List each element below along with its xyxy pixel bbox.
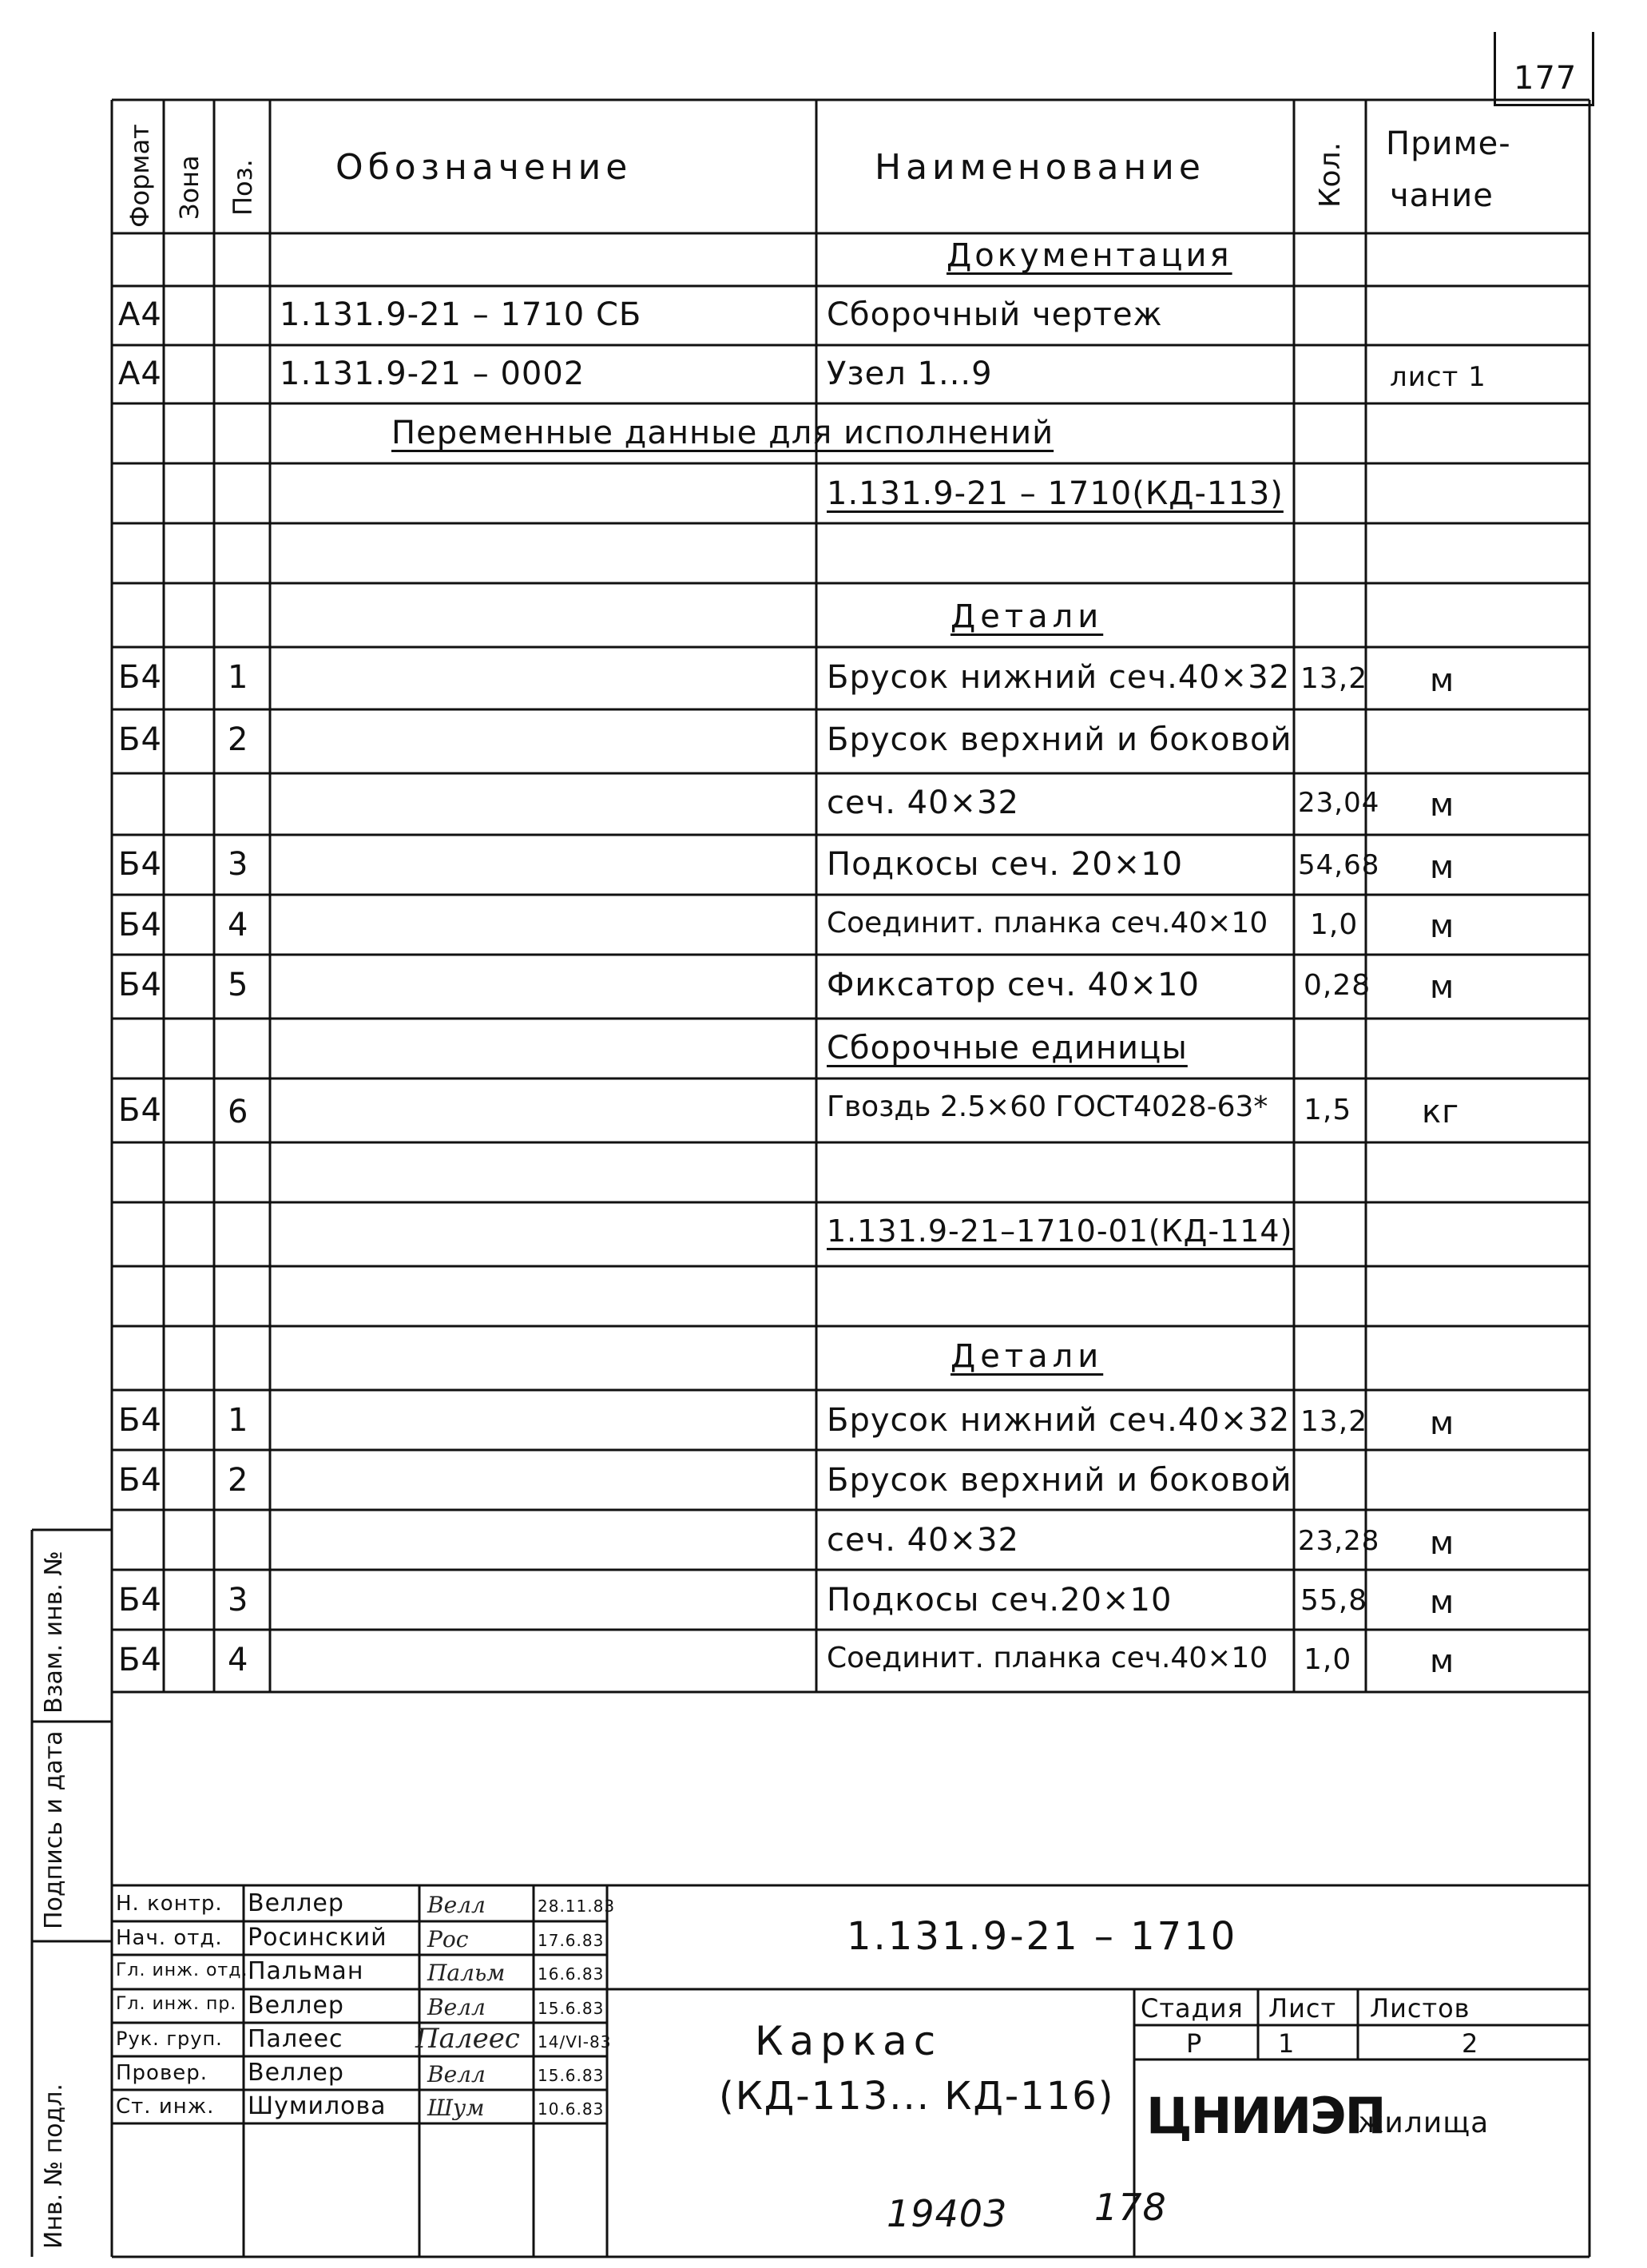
role-nach-otd: Нач. отд.: [116, 1926, 223, 1950]
role-ruk-grup: Рук. груп.: [116, 2028, 223, 2050]
row7-qty: 13,2: [1300, 662, 1368, 695]
row20-format: Б4: [118, 1462, 162, 1499]
document-code: 1.131.9-21 – 1710: [847, 1914, 1238, 1959]
date-ruk-grup: 14/VI-83: [538, 2032, 612, 2052]
row22-format: Б4: [118, 1582, 162, 1619]
row7-name: Брусок нижний сеч.40×32: [827, 659, 1291, 696]
signature-nach-otd: Рос: [427, 1926, 469, 1952]
row22-qty: 55,8: [1300, 1584, 1368, 1617]
role-st-inzh: Ст. инж.: [116, 2095, 215, 2119]
row22-pos: 3: [228, 1582, 249, 1619]
row14-note: кг: [1422, 1094, 1460, 1130]
name-gl-inzh-pr: Веллер: [248, 1992, 344, 2020]
row11-format: Б4: [118, 907, 162, 943]
sheets-label: Листов: [1370, 1993, 1470, 2024]
signature-prover: Велл: [427, 2061, 486, 2087]
sheet-value: 1: [1278, 2028, 1296, 2059]
row23-note: м: [1430, 1643, 1455, 1680]
row1-designation: 1.131.9-21 – 1710 СБ: [280, 296, 642, 333]
row23-qty: 1,0: [1304, 1643, 1352, 1676]
sheet-label: Лист: [1268, 1993, 1337, 2024]
section-details-1: Детали: [950, 598, 1104, 635]
row10-pos: 3: [228, 846, 249, 883]
header-note-line1: Приме-: [1386, 125, 1511, 162]
page-number: 177: [1514, 60, 1578, 97]
row10-name: Подкосы сеч. 20×10: [827, 846, 1184, 883]
row11-qty: 1,0: [1310, 908, 1359, 941]
row19-qty: 13,2: [1300, 1405, 1368, 1438]
row9-name: сеч. 40×32: [827, 784, 1019, 821]
row19-name: Брусок нижний сеч.40×32: [827, 1402, 1291, 1439]
signature-gl-inzh-pr: Велл: [427, 1994, 486, 2020]
row22-note: м: [1430, 1584, 1455, 1621]
row7-format: Б4: [118, 659, 162, 696]
side-inv-original: Инв. № подл.: [40, 2083, 68, 2249]
stage-label: Стадия: [1141, 1993, 1244, 2024]
side-signature-date: Подпись и дата: [40, 1730, 68, 1929]
row1-format: А4: [118, 296, 162, 333]
row19-pos: 1: [228, 1402, 249, 1439]
row2-name: Узел 1...9: [827, 355, 993, 392]
header-format: Формат: [125, 124, 155, 228]
sheets-value: 2: [1462, 2028, 1479, 2059]
signature-ruk-grup: Палеес: [415, 2023, 520, 2055]
role-gl-inzh-pr: Гл. инж. пр.: [116, 1994, 237, 2014]
row12-pos: 5: [228, 967, 249, 1003]
row23-format: Б4: [118, 1642, 162, 1678]
signature-gl-inzh-otd: Пальм: [427, 1960, 506, 1986]
row20-name: Брусок верхний и боковой: [827, 1462, 1292, 1499]
row14-pos: 6: [228, 1094, 249, 1130]
row14-qty: 1,5: [1304, 1094, 1352, 1126]
row9-qty: 23,04: [1298, 787, 1380, 819]
title-line2: (КД-113... КД-116): [719, 2074, 1115, 2119]
row2-note: лист 1: [1390, 361, 1486, 393]
row11-name: Соединит. планка сеч.40×10: [827, 907, 1268, 939]
section-variable-data: Переменные данные для исполнений: [391, 415, 1054, 451]
date-gl-inzh-otd: 16.6.83: [538, 1964, 605, 1984]
row12-qty: 0,28: [1304, 969, 1371, 1002]
name-gl-inzh-otd: Пальман: [248, 1957, 364, 1985]
date-nach-otd: 17.6.83: [538, 1931, 605, 1950]
row7-pos: 1: [228, 659, 249, 696]
row21-qty: 23,28: [1298, 1525, 1380, 1557]
row9-note: м: [1430, 787, 1455, 824]
row14-name: Гвоздь 2.5×60 ГОСТ4028-63*: [827, 1090, 1268, 1123]
bottom-note-left: 19403: [887, 2192, 1008, 2235]
organization-sub: жилища: [1358, 2107, 1490, 2139]
row14-format: Б4: [118, 1092, 162, 1129]
row2-format: А4: [118, 355, 162, 392]
variant-kd114: 1.131.9-21–1710-01(КД-114): [827, 1213, 1293, 1249]
role-n-kontr: Н. контр.: [116, 1892, 223, 1916]
date-n-kontr: 28.11.83: [538, 1897, 616, 1916]
row8-pos: 2: [228, 721, 249, 758]
row12-name: Фиксатор сеч. 40×10: [827, 967, 1200, 1003]
variant-kd113: 1.131.9-21 – 1710(КД-113): [827, 475, 1284, 512]
role-prover: Провер.: [116, 2061, 208, 2085]
section-documentation: Документация: [947, 237, 1232, 274]
signature-n-kontr: Велл: [427, 1892, 486, 1918]
row1-name: Сборочный чертеж: [827, 296, 1163, 333]
name-nach-otd: Росинский: [248, 1924, 387, 1952]
row12-format: Б4: [118, 967, 162, 1003]
row21-note: м: [1430, 1525, 1455, 1562]
row10-format: Б4: [118, 846, 162, 883]
title-line1: Каркас: [755, 2018, 943, 2064]
name-n-kontr: Веллер: [248, 1889, 344, 1917]
name-ruk-grup: Палеес: [248, 2025, 343, 2053]
name-st-inzh: Шумилова: [248, 2092, 387, 2120]
header-zone: Зона: [174, 155, 204, 220]
row23-name: Соединит. планка сеч.40×10: [827, 1642, 1268, 1674]
section-assembly-units: Сборочные единицы: [827, 1030, 1188, 1066]
row8-format: Б4: [118, 721, 162, 758]
header-designation: Обозначение: [335, 147, 633, 188]
date-prover: 15.6.83: [538, 2066, 605, 2085]
row21-name: сеч. 40×32: [827, 1522, 1019, 1559]
header-note-line2: чание: [1390, 177, 1494, 214]
header-qty: Кол.: [1314, 141, 1347, 208]
row10-note: м: [1430, 849, 1455, 886]
organization-main: ЦНИИЭП: [1146, 2087, 1385, 2145]
row10-qty: 54,68: [1298, 849, 1380, 881]
section-details-2: Детали: [950, 1338, 1104, 1375]
row11-note: м: [1430, 908, 1455, 945]
row12-note: м: [1430, 969, 1455, 1006]
date-gl-inzh-pr: 15.6.83: [538, 1999, 605, 2018]
row22-name: Подкосы сеч.20×10: [827, 1582, 1173, 1619]
row23-pos: 4: [228, 1642, 249, 1678]
stage-value: Р: [1186, 2028, 1203, 2059]
side-replaced-inv: Взам. инв. №: [40, 1551, 68, 1714]
bottom-note-right: 178: [1094, 2186, 1167, 2229]
header-pos: Поз.: [228, 159, 258, 216]
signature-st-inzh: Шум: [427, 2095, 485, 2121]
header-name: Наименование: [875, 147, 1205, 188]
row8-name: Брусок верхний и боковой: [827, 721, 1292, 758]
row19-format: Б4: [118, 1402, 162, 1439]
row2-designation: 1.131.9-21 – 0002: [280, 355, 585, 392]
date-st-inzh: 10.6.83: [538, 2099, 605, 2119]
row7-note: м: [1430, 662, 1455, 699]
row19-note: м: [1430, 1405, 1455, 1442]
row11-pos: 4: [228, 907, 249, 943]
name-prover: Веллер: [248, 2059, 344, 2087]
row20-pos: 2: [228, 1462, 249, 1499]
role-gl-inzh-otd: Гл. инж. отд.: [116, 1960, 248, 1980]
